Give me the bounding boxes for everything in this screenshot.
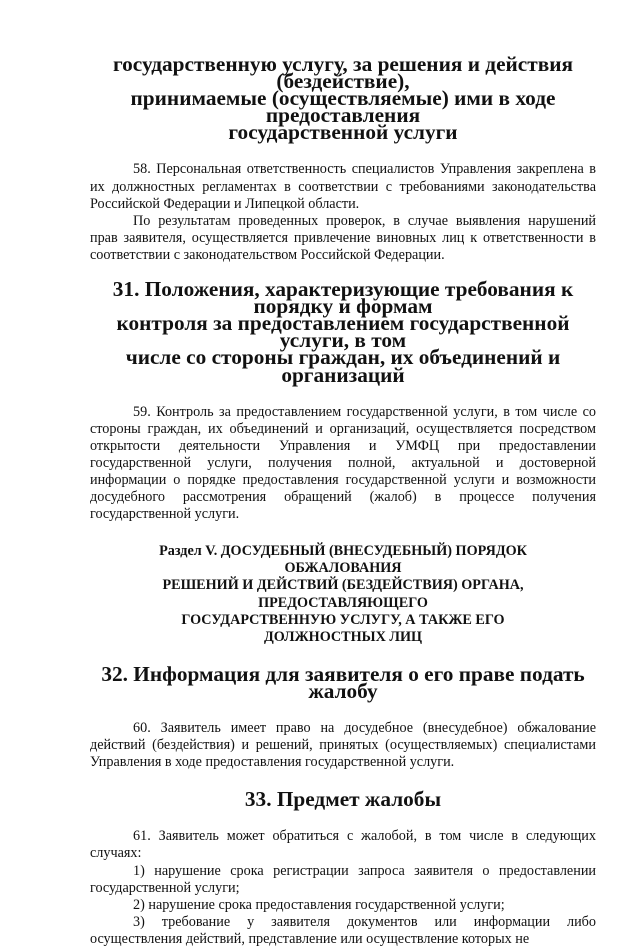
list-item: 2) нарушение срока предоставления государственной услуги; [133, 896, 505, 913]
heading-line: принимаемые (осуществляемые) ими в ходе предоставления [130, 86, 556, 128]
heading-line: контроля за предоставлением государственной услуги, в том [116, 311, 570, 353]
heading-line: 31. Положения, характеризующие требования к порядку и формам [112, 277, 574, 319]
heading-line: ДОЛЖНОСТНЫХ ЛИЦ [263, 628, 423, 645]
list-item: 1) нарушение срока регистрации запроса заявителя о предоставлении государственной услуги; [90, 862, 596, 896]
paragraph-61: 61. Заявитель может обратиться с жалобой, в том числе в следующих случаях: [90, 828, 596, 862]
heading-line: Раздел V. ДОСУДЕБНЫЙ (ВНЕСУДЕБНЫЙ) ПОРЯДОК [159, 543, 527, 560]
heading-line: государственной услуги [228, 120, 458, 145]
heading-line: ГОСУДАРСТВЕННУЮ УСЛУГУ, А ТАКЖЕ ЕГО [181, 611, 505, 628]
heading-line: числе со стороны граждан, их объединений и организаций [125, 345, 561, 387]
paragraph-58: 58. Персональная ответственность специалистов Управления закреплена в их должностных регламентах в соответствии с требованиями законодательства Российской Федерации и Липецкой области. [90, 161, 596, 212]
heading-section-31 [90, 277, 596, 387]
paragraph-58-continued: По результатам проведенных проверок, в случае выявления нарушений прав заявителя, осуществляется привлечение виновных лиц к ответственности в соответствии с законодательством Российской Федерации. [90, 212, 596, 263]
heading-section-v [90, 543, 596, 646]
paragraph-60: 60. Заявитель имеет право на досудебное (внесудебное) обжалование действий (бездействия) и решений, принятых (осуществляемых) специалистами Управления в ходе предоставления государственной услуги. [90, 720, 596, 771]
heading-responsibility [90, 52, 596, 145]
heading-section-33: 33. Предмет жалобы [244, 787, 442, 812]
heading-line: государственную услугу, за решения и действия (бездействие), [112, 52, 573, 94]
paragraph-59: 59. Контроль за предоставлением государственной услуги, в том числе со стороны граждан, их объединений и организаций, осуществляется посредством открытости деятельности Управления и УМФЦ при предоставлении государственной услуги, получения полной, актуальной и достоверной информации о порядке предоставления государственной услуги и возможности досудебного рассмотрения обращений (жалоб) в процессе получения государственной услуги. [90, 403, 596, 523]
heading-section-32: 32. Информация для заявителя о его праве подать жалобу [101, 661, 585, 703]
list-item: 3) требование у заявителя документов или информации либо осуществления действий, представление или осуществление которых не [90, 913, 596, 947]
heading-line: РЕШЕНИЙ И ДЕЙСТВИЙ (БЕЗДЕЙСТВИЯ) ОРГАНА, [162, 577, 524, 594]
heading-line: ПРЕДОСТАВЛЯЮЩЕГО [258, 594, 428, 611]
heading-line: ОБЖАЛОВАНИЯ [284, 560, 402, 577]
